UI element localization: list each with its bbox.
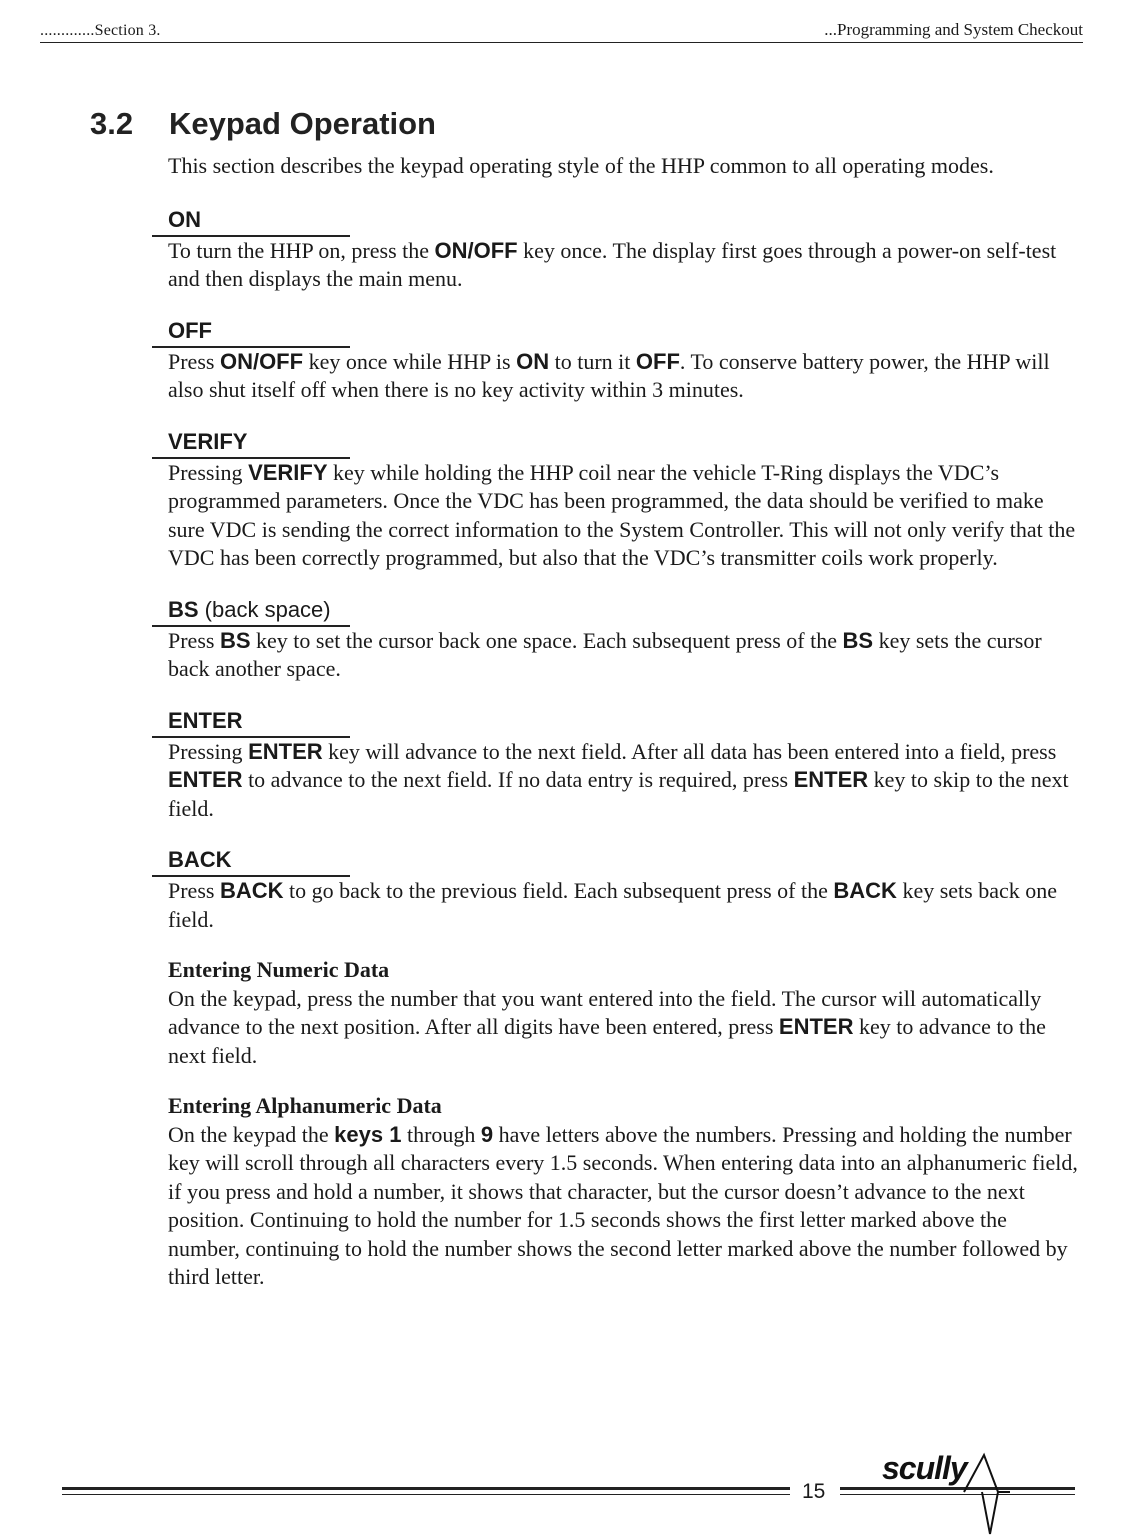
section-title: Keypad Operation — [169, 106, 436, 141]
page-number: 15 — [802, 1480, 826, 1503]
page-content — [168, 152, 1078, 1292]
key-name: ON — [516, 348, 550, 374]
text: through — [401, 1121, 481, 1147]
text: . To conserve battery power, the HHP will also shut itself off when there is no key activity within 3 minutes. — [168, 348, 1050, 402]
key-name: ON/OFF — [219, 348, 304, 374]
on-subheading — [168, 207, 1078, 237]
text: to turn it — [549, 348, 636, 374]
verify-subheading — [168, 429, 1078, 459]
enter-subheading — [168, 708, 1078, 738]
verify-paragraph — [168, 459, 1078, 573]
section-number: 3.2 — [90, 106, 134, 141]
bs-title: BS — [168, 596, 199, 622]
text: Pressing — [168, 738, 249, 764]
text: key once. The display first goes through a power-on self-test and then displays the main menu. — [168, 237, 1057, 291]
text: to advance to the next field. If no data entry is required, press — [242, 767, 794, 792]
key-name: BS — [842, 627, 874, 653]
off-subheading — [168, 318, 1078, 348]
key-name: ON/OFF — [434, 237, 518, 263]
back-paragraph — [168, 877, 1078, 934]
footer-rule-left — [62, 1487, 790, 1495]
text: key to skip to the next field. — [168, 767, 1069, 821]
text: Press — [168, 627, 220, 653]
key-name: keys 1 — [334, 1121, 402, 1147]
text: key sets the cursor back another space. — [168, 627, 1042, 681]
text: On the keypad, press the number that you want entered into the field. The cursor will automatically advance to the next position. After all digits have been entered, press — [168, 985, 1042, 1039]
text: key to set the cursor back one space. Each subsequent press of the — [250, 627, 843, 653]
key-name: BACK — [833, 878, 897, 903]
back-subheading — [168, 847, 1078, 877]
text: key will advance to the next field. After all data has been entered into a field, press — [322, 738, 1057, 764]
enter-rule — [152, 736, 350, 738]
verify-title: VERIFY — [168, 428, 248, 454]
footer-rule-right — [840, 1487, 1075, 1495]
text: Pressing — [168, 459, 249, 485]
key-name: BACK — [219, 878, 284, 903]
key-name: ENTER — [778, 1014, 854, 1039]
running-header — [40, 18, 1083, 43]
on-title: ON — [168, 206, 201, 232]
text: Press — [168, 348, 220, 374]
header-section: .............Section 3. — [40, 22, 165, 40]
text: have letters above the numbers. Pressing and holding the number key will scroll through all characters every 1.5 seconds. When entering data into an alphanumeric field, if you press and hold a number, it shows that character, but the cursor doesn’t advance to the next position. Continuing to hold the number for 1.5 seconds shows the first letter marked above the number, continuing to hold the number shows the second letter marked above the number followed by third letter. — [168, 1121, 1078, 1289]
key-name: 9 — [480, 1121, 494, 1147]
text: Press — [168, 878, 220, 903]
off-title: OFF — [168, 317, 212, 343]
alpha-paragraph — [168, 1121, 1078, 1292]
text: key to advance to the next field. — [168, 1014, 1046, 1068]
text: key sets back one field. — [168, 878, 1058, 932]
key-name: ENTER — [168, 767, 243, 792]
logo-mark-icon — [962, 1450, 1022, 1536]
bs-subheading — [168, 597, 1078, 627]
scully-logo: scully — [882, 1450, 967, 1486]
key-name: BS — [219, 627, 251, 653]
numeric-paragraph — [168, 985, 1078, 1071]
text: On the keypad the — [168, 1121, 335, 1147]
enter-title: ENTER — [168, 707, 243, 733]
off-paragraph — [168, 348, 1078, 405]
key-name: ENTER — [248, 738, 323, 764]
page-footer — [62, 1450, 1075, 1536]
text: key while holding the HHP coil near the vehicle T-Ring displays the VDC’s programmed parameters. Once the VDC has been programmed, the data should be verified to make sure VDC is sending the correct information to the System Controller. This will not only verify that the VDC has been correctly programmed, but also that the VDC’s transmitter coils work properly. — [168, 459, 1076, 570]
bs-rule — [152, 625, 350, 627]
on-rule — [152, 235, 350, 237]
text: to go back to the previous field. Each subsequent press of the — [283, 878, 834, 903]
verify-rule — [152, 457, 350, 459]
bs-paragraph — [168, 627, 1078, 684]
enter-paragraph — [168, 738, 1078, 824]
alpha-heading: Entering Alphanumeric Data — [168, 1093, 442, 1118]
intro-paragraph: This section describes the keypad operating style of the HHP common to all operating modes. — [168, 153, 994, 178]
header-chapter: ...Programming and System Checkout — [820, 20, 1083, 40]
key-name: VERIFY — [248, 459, 328, 485]
text: key once while HHP is — [303, 348, 517, 374]
back-title: BACK — [168, 847, 232, 872]
key-name: OFF — [635, 348, 680, 374]
text: To turn the HHP on, press the — [168, 237, 435, 263]
back-rule — [152, 875, 350, 877]
numeric-heading: Entering Numeric Data — [168, 957, 390, 982]
off-rule — [152, 346, 350, 348]
on-paragraph — [168, 237, 1078, 294]
key-name: ENTER — [793, 767, 869, 792]
bs-title-extra: (back space) — [198, 596, 331, 622]
